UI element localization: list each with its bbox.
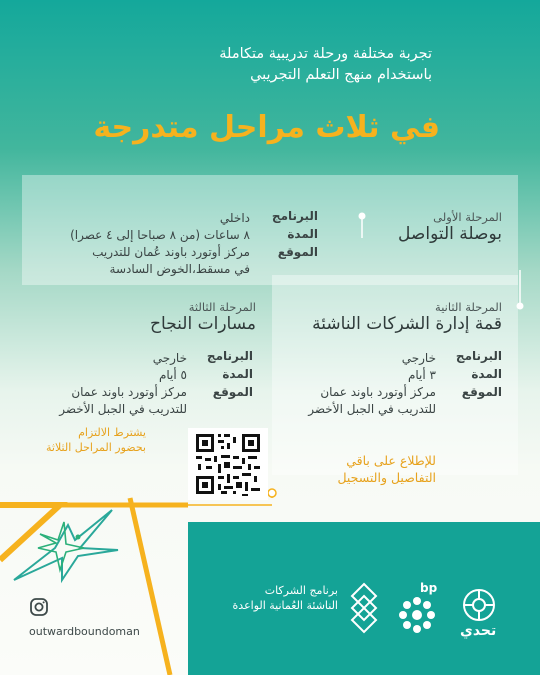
stage3-values (37, 350, 187, 418)
stage3-note-line2: بحضور المراحل الثلاثة (46, 441, 146, 454)
stage1-duration-value: ٨ ساعات (من ٨ صباحا إلى ٤ عصرا) (70, 228, 250, 242)
bp-helios-icon (396, 594, 438, 636)
stage3-program-key: البرنامج (206, 349, 253, 363)
stage2-heading (282, 300, 502, 334)
stage2-duration-value: ٣ أيام (407, 368, 436, 382)
star-shapes (14, 510, 118, 580)
stage1-values (40, 210, 250, 278)
stage2-label: المرحلة الثانية (435, 300, 502, 314)
orange-node (268, 489, 276, 497)
stage2-keys (432, 347, 502, 401)
stage3-location-line1: مركز أوتورد باوند عمان (71, 385, 187, 399)
stage3-program-value: خارجي (152, 351, 187, 365)
stage1-location-line2: في مسقط،الخوض السادسة (109, 262, 250, 276)
program-name (208, 583, 338, 613)
stage2-duration-key: المدة (471, 367, 502, 381)
instagram-icon[interactable] (29, 597, 49, 617)
stage1-duration-key: المدة (287, 227, 318, 241)
stage2-program-value: خارجي (401, 351, 436, 365)
stage3-note (26, 425, 146, 455)
register-note (286, 452, 436, 486)
program-name-line2: الناشئة العُمانية الواعدة (232, 599, 338, 612)
qr-code[interactable] (188, 428, 268, 500)
stage1-location-line1: مركز أوتورد باوند عُمان للتدريب (92, 245, 250, 259)
stage3-title: مسارات النجاح (150, 314, 256, 334)
stage3-note-line1: يشترط الالتزام (78, 426, 146, 439)
program-logo-icon (350, 582, 378, 634)
stage1-heading (342, 210, 502, 244)
stage2-values (286, 350, 436, 418)
intro-line-1: تجربة مختلفة ورحلة تدريبية متكاملة (219, 46, 432, 62)
stage3-location-key: الموقع (212, 385, 253, 399)
stage1-program-value: داخلي (219, 211, 250, 225)
intro-text (32, 44, 432, 86)
orange-stroke-diagonal (130, 498, 170, 675)
page-title: في ثلاث مراحل متدرجة (93, 110, 440, 145)
tahaddi-logo-text: تحدي (460, 623, 497, 639)
stage3-duration-value: ٥ أيام (158, 368, 187, 382)
stage1-location-key: الموقع (277, 245, 318, 259)
stage2-location-line1: مركز أوتورد باوند عمان (320, 385, 436, 399)
stage2-program-key: البرنامج (455, 349, 502, 363)
tahaddi-emblem-icon (462, 588, 496, 622)
stage3-location-line2: للتدريب في الجبل الأخضر (59, 402, 187, 416)
stage1-program-key: البرنامج (271, 209, 318, 223)
program-name-line1: برنامج الشركات (264, 584, 338, 597)
stage1-title: بوصلة التواصل (398, 224, 502, 244)
stage2-title: قمة إدارة الشركات الناشئة (312, 314, 502, 334)
stage3-duration-key: المدة (222, 367, 253, 381)
bp-logo-text: bp (420, 581, 438, 595)
stage1-label: المرحلة الأولى (433, 210, 502, 224)
stage2-location-line2: للتدريب في الجبل الأخضر (308, 402, 436, 416)
stage3-label: المرحلة الثالثة (188, 300, 256, 314)
stage3-heading (56, 300, 256, 334)
instagram-handle[interactable]: outwardboundoman (29, 625, 140, 638)
intro-line-2: باستخدام منهج التعلم التجريبي (250, 67, 432, 83)
stage1-keys (248, 207, 318, 261)
register-note-line2: التفاصيل والتسجيل (337, 470, 436, 485)
register-note-line1: للإطلاع على باقي (346, 453, 436, 468)
stage3-keys (183, 347, 253, 401)
stage2-location-key: الموقع (461, 385, 502, 399)
